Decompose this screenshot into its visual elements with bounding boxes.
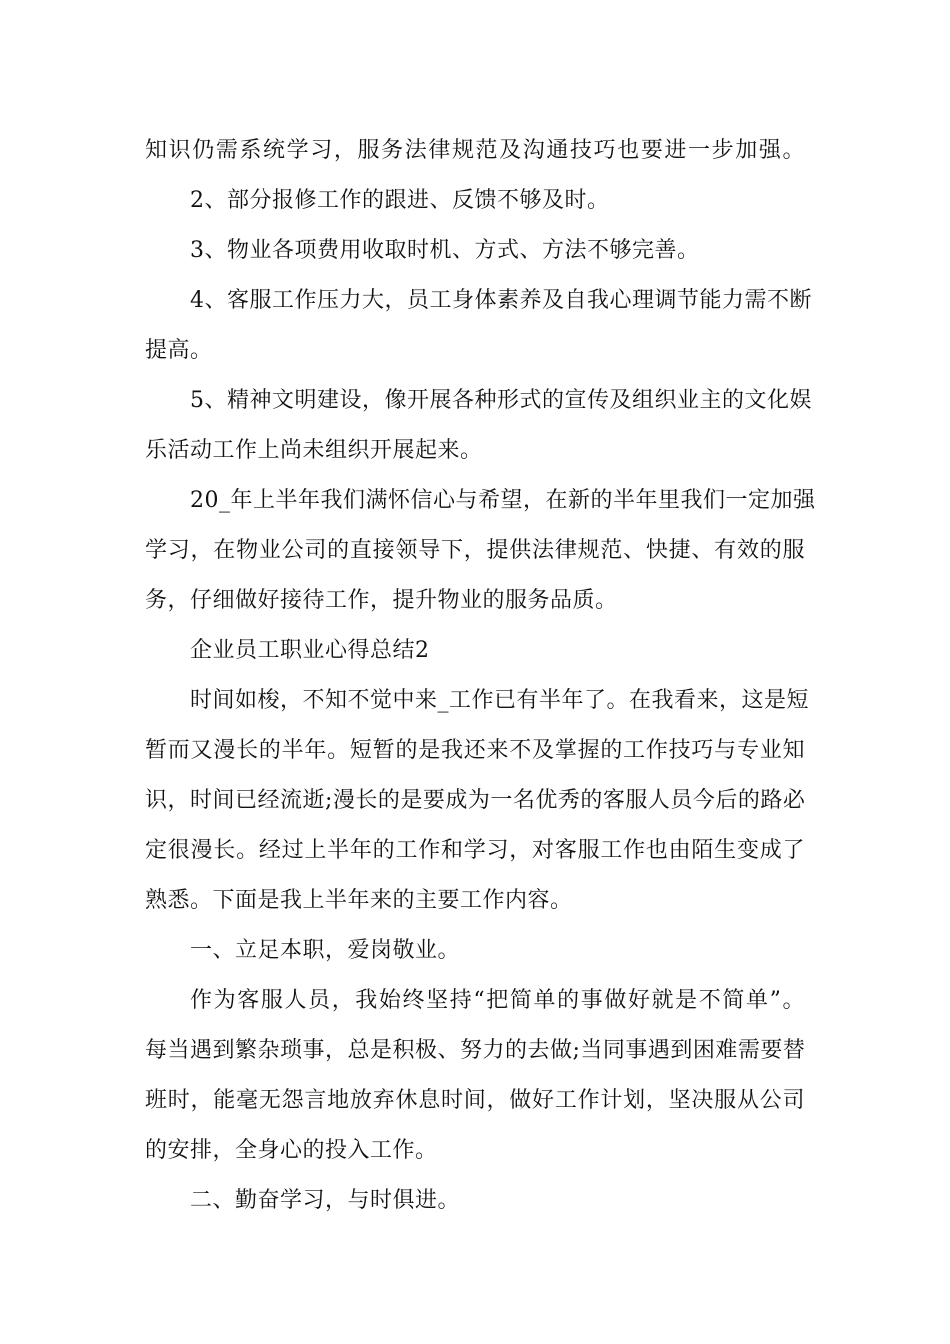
- subheading: 二、勤奋学习，与时俱进。: [190, 1188, 461, 1213]
- paragraph-line: 学习，在物业公司的直接领导下，提供法律规范、快捷、有效的服: [145, 538, 805, 563]
- paragraph-line: 时间如梭，不知不觉中来_工作已有半年了。在我看来，这是短: [190, 688, 810, 713]
- paragraph-line: 20_年上半年我们满怀信心与希望，在新的半年里我们一定加强: [190, 488, 816, 513]
- paragraph-line: 每当遇到繁杂琐事，总是积极、努力的去做;当同事遇到困难需要替: [145, 1038, 806, 1063]
- list-item: 4、客服工作压力大，员工身体素养及自我心理调节能力需不断: [190, 288, 812, 313]
- paragraph-line: 熟悉。下面是我上半年来的主要工作内容。: [145, 888, 573, 913]
- subheading: 一、立足本职，爱岗敬业。: [190, 938, 461, 963]
- text-line: 提高。: [145, 338, 213, 363]
- paragraph-line: 识，时间已经流逝;漫长的是要成为一名优秀的客服人员今后的路必: [145, 788, 806, 813]
- paragraph-line: 暂而又漫长的半年。短暂的是我还来不及掌握的工作技巧与专业知: [145, 738, 805, 763]
- text-line: 知识仍需系统学习，服务法律规范及沟通技巧也要进一步加强。: [145, 138, 805, 163]
- list-item: 5、精神文明建设，像开展各种形式的宣传及组织业主的文化娱: [190, 388, 812, 413]
- list-item: 2、部分报修工作的跟进、反馈不够及时。: [190, 188, 610, 213]
- paragraph-line: 作为客服人员，我始终坚持“把简单的事做好就是不简单”。: [190, 988, 805, 1013]
- text-line: 乐活动工作上尚未组织开展起来。: [145, 438, 483, 463]
- paragraph-line: 务，仔细做好接待工作，提升物业的服务品质。: [145, 588, 618, 613]
- section-heading: 企业员工职业心得总结2: [190, 638, 430, 663]
- paragraph-line: 班时，能毫无怨言地放弃休息时间，做好工作计划，坚决服从公司: [145, 1088, 805, 1113]
- paragraph-line: 定很漫长。经过上半年的工作和学习，对客服工作也由陌生变成了: [145, 838, 805, 863]
- paragraph-line: 的安排，全身心的投入工作。: [145, 1138, 438, 1163]
- list-item: 3、物业各项费用收取时机、方式、方法不够完善。: [190, 238, 700, 263]
